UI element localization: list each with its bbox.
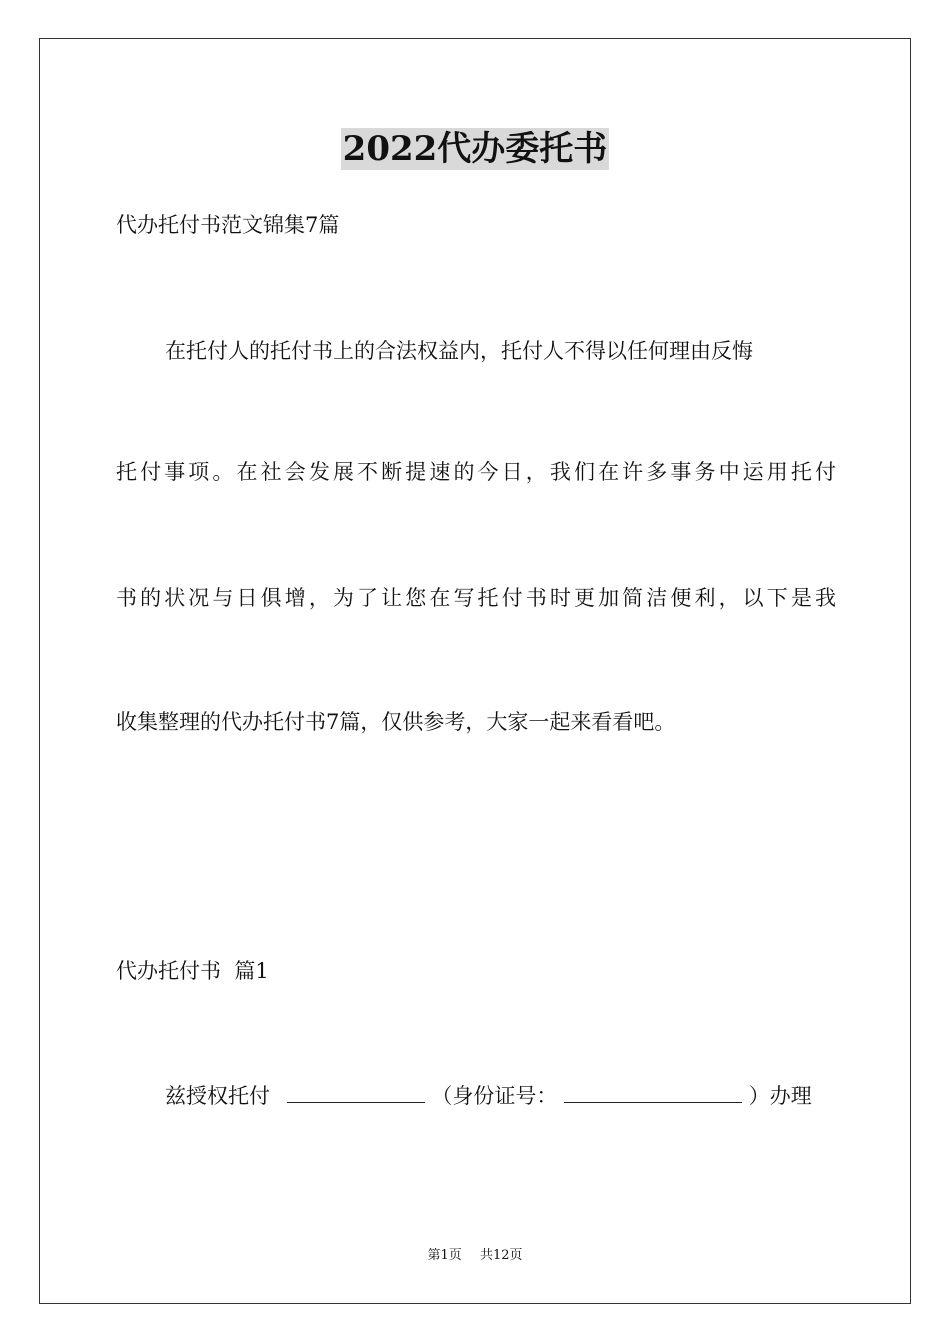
section-heading: 代办托付书 篇1 bbox=[116, 959, 269, 983]
id-number-blank[interactable] bbox=[564, 1084, 742, 1103]
intro-paragraph-line-2: 托付事项。在社会发展不断提速的今日，我们在许多事务中运用托付 bbox=[116, 460, 836, 484]
intro-paragraph-line-4: 收集整理的代办托付书7篇，仅供参考，大家一起来看看吧。 bbox=[116, 710, 676, 734]
total-pages: 共12页 bbox=[479, 1248, 523, 1263]
title-container bbox=[0, 128, 950, 170]
page-number: 第1页 bbox=[427, 1248, 462, 1263]
intro-paragraph-line-3: 书的状况与日俱增，为了让您在写托付书时更加简洁便利，以下是我 bbox=[116, 586, 836, 610]
authorization-prefix: 兹授权托付 bbox=[165, 1084, 270, 1108]
trustee-name-blank[interactable] bbox=[287, 1084, 425, 1103]
intro-paragraph-line-1: 在托付人的托付书上的合法权益内，托付人不得以任何理由反悔 bbox=[165, 339, 753, 363]
authorization-suffix: ）办理 bbox=[748, 1084, 812, 1108]
id-number-label: （身份证号： bbox=[431, 1084, 558, 1108]
document-subtitle: 代办托付书范文锦集7篇 bbox=[116, 213, 340, 237]
authorization-line bbox=[165, 1082, 835, 1110]
page-footer bbox=[0, 1248, 950, 1264]
document-title: 2022代办委托书 bbox=[342, 129, 608, 169]
